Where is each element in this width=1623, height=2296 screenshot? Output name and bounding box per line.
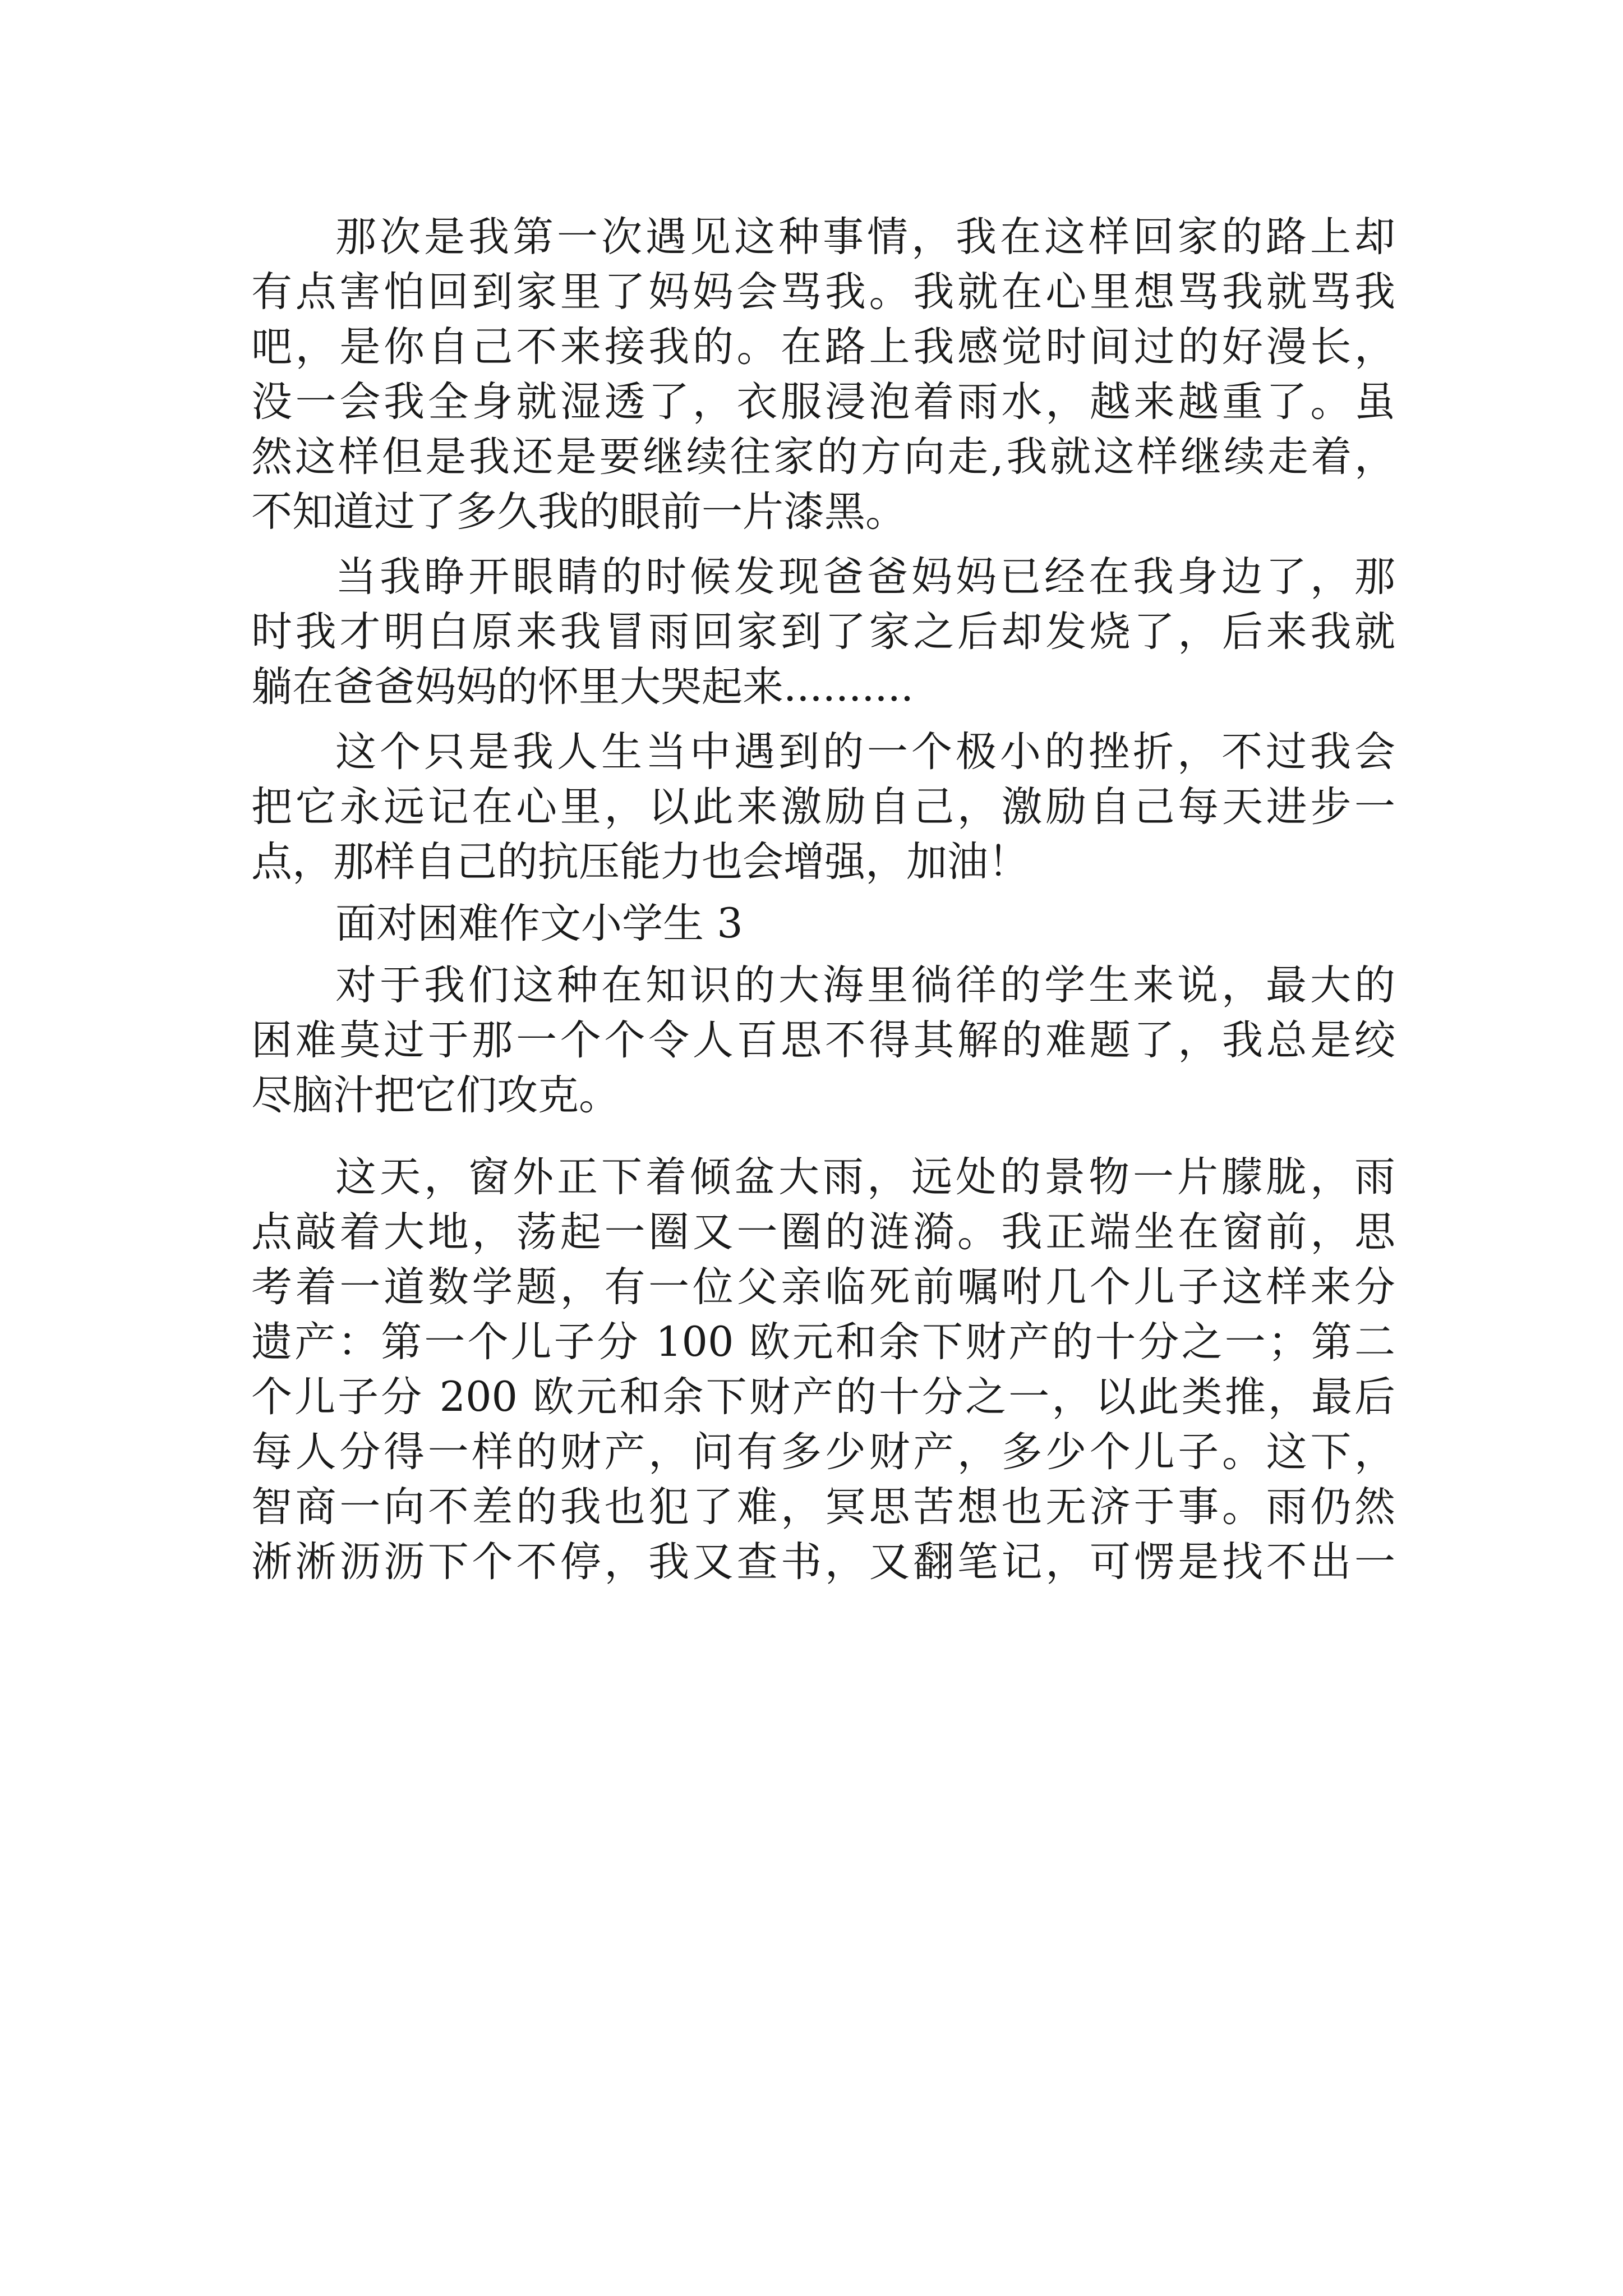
paragraph bbox=[251, 958, 1395, 1123]
text-line: 困难莫过于那一个个令人百思不得其解的难题了，我总是绞 bbox=[251, 1016, 1395, 1064]
section-heading bbox=[251, 896, 1395, 951]
heading-text: 面对困难作文小学生 3 bbox=[335, 900, 743, 947]
text-line: 那次是我第一次遇见这种事情，我在这样回家的路上却 bbox=[335, 213, 1395, 261]
essay-text bbox=[251, 210, 1395, 1590]
text-line: 躺在爸爸妈妈的怀里大哭起来.......... bbox=[251, 663, 914, 711]
paragraph bbox=[251, 550, 1395, 715]
text-line: 这个只是我人生当中遇到的一个极小的挫折，不过我会 bbox=[335, 728, 1395, 776]
text-line: 尽脑汁把它们攻克。 bbox=[251, 1071, 620, 1119]
text-line: 当我睁开眼睛的时候发现爸爸妈妈已经在我身边了，那 bbox=[335, 553, 1395, 601]
text-line: 遗产：第一个儿子分 100 欧元和余下财产的十分之一；第二 bbox=[251, 1318, 1395, 1366]
text-line: 点敲着大地，荡起一圈又一圈的涟漪。我正端坐在窗前，思 bbox=[251, 1208, 1395, 1256]
text-line: 没一会我全身就湿透了，衣服浸泡着雨水，越来越重了。虽 bbox=[251, 378, 1395, 426]
text-line: 每人分得一样的财产，问有多少财产，多少个儿子。这下， bbox=[251, 1428, 1395, 1476]
paragraph bbox=[251, 725, 1395, 890]
text-line: 吧，是你自己不来接我的。在路上我感觉时间过的好漫长， bbox=[251, 323, 1395, 371]
text-line: 不知道过了多久我的眼前一片漆黑。 bbox=[251, 488, 906, 536]
text-line: 个儿子分 200 欧元和余下财产的十分之一，以此类推，最后 bbox=[251, 1373, 1395, 1421]
text-line: 有点害怕回到家里了妈妈会骂我。我就在心里想骂我就骂我 bbox=[251, 268, 1395, 316]
paragraph bbox=[251, 210, 1395, 540]
text-line: 智商一向不差的我也犯了难，冥思苦想也无济于事。雨仍然 bbox=[251, 1483, 1395, 1531]
text-line: 对于我们这种在知识的大海里徜徉的学生来说，最大的 bbox=[335, 961, 1395, 1009]
text-line: 把它永远记在心里，以此来激励自己，激励自己每天进步一 bbox=[251, 783, 1395, 831]
text-line: 点，那样自己的抗压能力也会增强，加油！ bbox=[251, 838, 1029, 886]
text-line: 考着一道数学题，有一位父亲临死前嘱咐几个儿子这样来分 bbox=[251, 1263, 1395, 1311]
text-line: 这天，窗外正下着倾盆大雨，远处的景物一片朦胧，雨 bbox=[335, 1153, 1395, 1201]
paragraph bbox=[251, 1150, 1395, 1590]
text-line: 时我才明白原来我冒雨回家到了家之后却发烧了，后来我就 bbox=[251, 608, 1395, 656]
text-line: 淅淅沥沥下个不停，我又查书，又翻笔记，可愣是找不出一 bbox=[251, 1538, 1395, 1586]
text-line: 然这样但是我还是要继续往家的方向走,我就这样继续走着， bbox=[251, 433, 1395, 481]
